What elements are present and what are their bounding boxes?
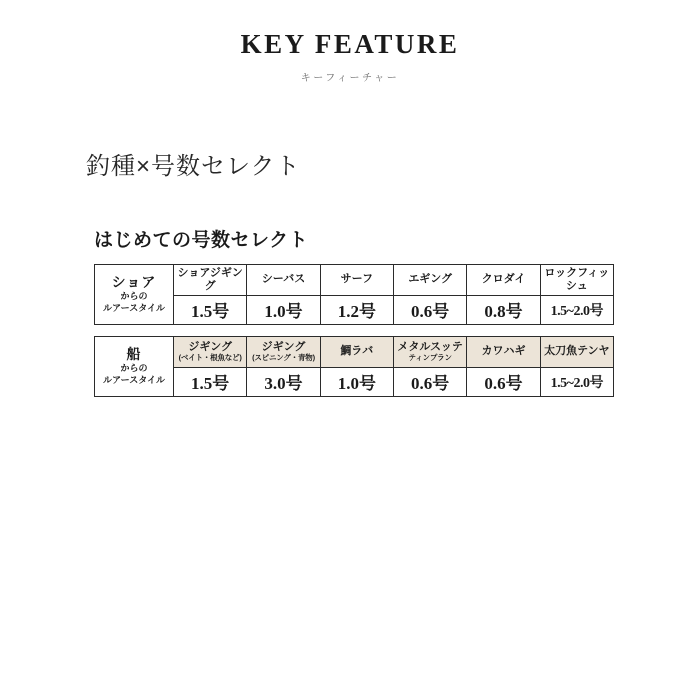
column-value: 1.5~2.0号 — [540, 367, 613, 396]
column-header — [467, 336, 540, 367]
tables-container — [0, 264, 700, 397]
table-boat — [94, 336, 614, 397]
row-label-boat — [95, 336, 174, 396]
row-label-sub-1: からの — [120, 291, 148, 302]
main-heading: 釣種×号数セレクト — [86, 152, 301, 180]
column-header-sub: (ベイト・根魚など) — [178, 353, 242, 363]
row-label-shore — [95, 264, 174, 324]
column-value: 1.5号 — [174, 295, 247, 324]
row-label-main: 船 — [126, 346, 142, 363]
row-label-main: ショア — [111, 274, 157, 291]
column-header — [320, 336, 393, 367]
page-subtitle: キーフィーチャー — [300, 72, 400, 84]
page-title: KEY FEATURE — [240, 29, 460, 59]
column-value: 1.5~2.0号 — [540, 295, 613, 324]
column-header-title: メタルスッテ — [397, 340, 463, 353]
column-header-title: ジギング — [261, 340, 306, 353]
table-shore — [94, 264, 614, 325]
page-header — [0, 0, 700, 84]
table-divider — [94, 325, 700, 336]
section-heading: はじめての号数セレクト — [94, 229, 309, 251]
column-header-sub: (スピニング・青物) — [252, 353, 315, 363]
column-value: 0.6号 — [467, 367, 540, 396]
column-header: サーフ — [320, 264, 393, 295]
row-label-sub-2: ルアースタイル — [102, 375, 166, 386]
column-header: ロックフィッシュ — [540, 264, 613, 295]
column-header — [393, 336, 466, 367]
column-header: クロダイ — [467, 264, 540, 295]
column-header — [247, 336, 320, 367]
row-label-sub-1: からの — [120, 363, 148, 374]
column-header-title: カワハギ — [481, 345, 526, 358]
column-value: 0.6号 — [393, 295, 466, 324]
column-header — [174, 336, 247, 367]
column-header: シーバス — [247, 264, 320, 295]
column-value: 0.6号 — [393, 367, 466, 396]
column-value: 1.2号 — [320, 295, 393, 324]
column-header: ショアジギング — [174, 264, 247, 295]
column-value: 0.8号 — [467, 295, 540, 324]
table-row — [95, 264, 614, 295]
row-label-sub-2: ルアースタイル — [102, 303, 166, 314]
table-row — [95, 336, 614, 367]
column-value: 1.0号 — [247, 295, 320, 324]
column-value: 1.5号 — [174, 367, 247, 396]
column-header-title: ジギング — [188, 340, 232, 353]
column-header-sub: ティンプラン — [408, 353, 452, 363]
column-value: 1.0号 — [320, 367, 393, 396]
column-header: エギング — [393, 264, 466, 295]
column-header — [540, 336, 613, 367]
column-header-title: 鯛ラバ — [340, 345, 374, 358]
column-header-title: 太刀魚テンヤ — [544, 345, 610, 358]
column-value: 3.0号 — [247, 367, 320, 396]
